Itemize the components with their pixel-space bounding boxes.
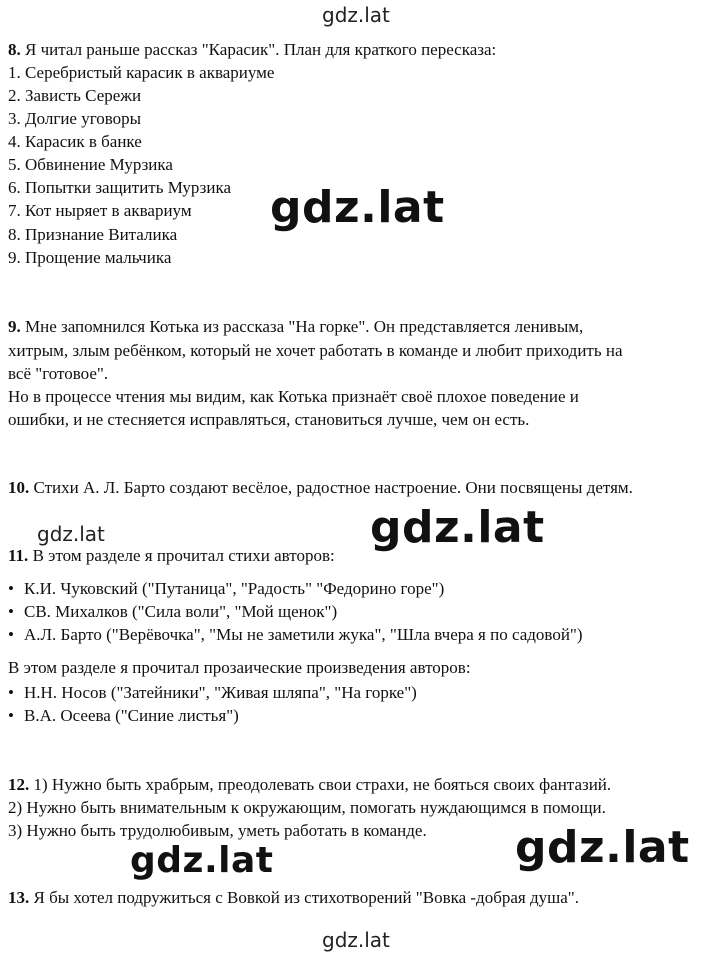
q11-prose-text: В.А. Осеева ("Синие листья") <box>24 706 239 725</box>
watermark-lower-left: gdz.lat <box>130 840 274 881</box>
q8-plan-item: 4. Карасик в банке <box>8 132 142 151</box>
q12-line <box>8 774 611 796</box>
bullet-icon: • <box>8 706 14 725</box>
q9-line: хитрым, злым ребёнком, который не хочет работать в команде и любит приходить на <box>8 341 623 360</box>
q9-line: ошибки, и не стесняется исправляться, становиться лучше, чем он есть. <box>8 410 530 429</box>
q13-text: Я бы хотел подружиться с Вовкой из стихотворений "Вовка -добрая душа". <box>29 888 579 907</box>
bullet-icon: • <box>8 683 14 702</box>
q12-line-text: 1) Нужно быть храбрым, преодолевать свои страхи, не бояться своих фантазий. <box>29 775 612 794</box>
q12-line: 2) Нужно быть внимательным к окружающим, помогать нуждающимся в помощи. <box>8 798 606 817</box>
q8-plan-item: 7. Кот ныряет в аквариум <box>8 201 192 220</box>
q11-number: 11. <box>8 546 29 565</box>
watermark-bottom: gdz.lat <box>322 928 390 952</box>
q11-poet-text: К.И. Чуковский ("Путаница", "Радость" "Федорино горе") <box>24 579 445 598</box>
q9-line <box>8 316 583 338</box>
q8-number: 8. <box>8 40 21 59</box>
q11-poet-item <box>8 601 337 623</box>
q8-plan-item: 3. Долгие уговоры <box>8 109 142 128</box>
q8-intro <box>8 39 496 61</box>
q9-line: Но в процессе чтения мы видим, как Котька признаёт своё плохое поведение и <box>8 387 579 406</box>
q11-prose-item <box>8 682 417 704</box>
q11-intro <box>8 545 335 567</box>
q11-poet-text: А.Л. Барто ("Верёвочка", "Мы не заметили жука", "Шла вчера я по садовой") <box>24 625 583 644</box>
watermark-lower-right: gdz.lat <box>515 822 690 873</box>
q8-plan-item: 5. Обвинение Мурзика <box>8 155 173 174</box>
q12-number: 12. <box>8 775 30 794</box>
q10-text: Стихи А. Л. Барто создают весёлое, радостное настроение. Они посвящены детям. <box>29 478 633 497</box>
q8-intro-text: Я читал раньше рассказ "Карасик". План для краткого пересказа: <box>20 40 497 59</box>
q9-number: 9. <box>8 317 21 336</box>
watermark-mid-2: gdz.lat <box>370 502 545 553</box>
bullet-icon: • <box>8 625 14 644</box>
q8-plan-item: 1. Серебристый карасик в аквариуме <box>8 63 275 82</box>
bullet-icon: • <box>8 579 14 598</box>
q8-plan-item: 6. Попытки защитить Мурзика <box>8 178 232 197</box>
q11-prose-item <box>8 705 239 727</box>
q8-plan-item: 2. Зависть Сережи <box>8 86 142 105</box>
q11-poet-item <box>8 578 444 600</box>
q8-plan-item: 9. Прощение мальчика <box>8 248 172 267</box>
watermark-small-left: gdz.lat <box>37 522 105 546</box>
q13-number: 13. <box>8 888 30 907</box>
q11-intro-text: В этом разделе я прочитал стихи авторов: <box>28 546 335 565</box>
q12-line: 3) Нужно быть трудолюбивым, уметь работать в команде. <box>8 821 427 840</box>
watermark-mid-1: gdz.lat <box>270 182 445 233</box>
watermark-top: gdz.lat <box>322 3 390 27</box>
q9-line-text: Мне запомнился Котька из рассказа "На горке". Он представляется ленивым, <box>20 317 584 336</box>
q9-line: всё "готовое". <box>8 364 109 383</box>
q11-poet-item <box>8 624 583 646</box>
q11-prose-text: Н.Н. Носов ("Затейники", "Живая шляпа", "На горке") <box>24 683 417 702</box>
q10-line <box>8 477 633 499</box>
q11-poet-text: СВ. Михалков ("Сила воли", "Мой щенок") <box>24 602 338 621</box>
q8-plan-item: 8. Признание Виталика <box>8 225 178 244</box>
q11-prose-intro: В этом разделе я прочитал прозаические произведения авторов: <box>8 658 471 677</box>
bullet-icon: • <box>8 602 14 621</box>
q10-number: 10. <box>8 478 30 497</box>
q13-line <box>8 887 579 909</box>
